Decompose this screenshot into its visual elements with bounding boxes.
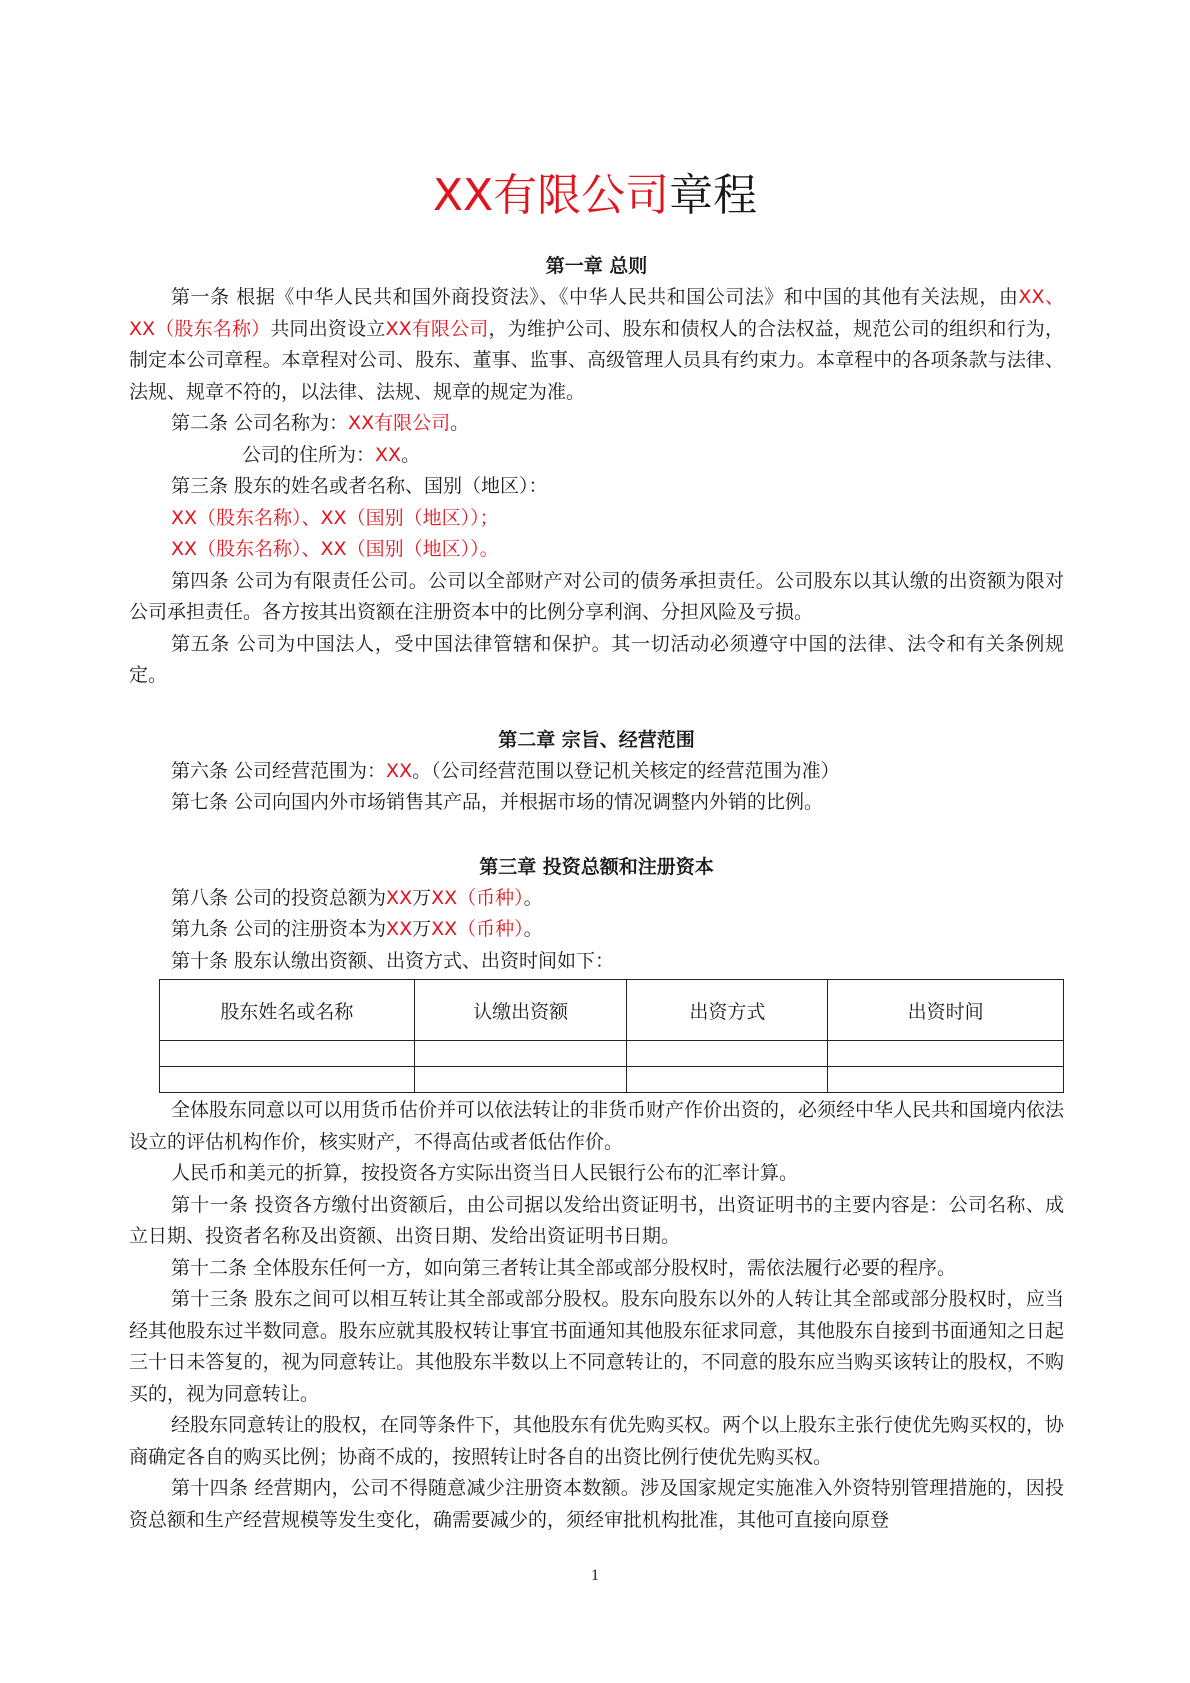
table-cell [828, 1067, 1064, 1093]
article-9-amount: XX [386, 918, 413, 940]
title-company-name: XX有限公司 [432, 170, 670, 221]
article-8-currency: XX（币种） [431, 886, 524, 909]
table-cell [414, 1067, 627, 1093]
document-title [0, 168, 1190, 224]
table-cell [828, 1041, 1064, 1067]
article-1-shareholders: XX、XX（股东名称） [129, 286, 1064, 340]
article-8 [129, 883, 1064, 915]
residence-text-b: 。 [401, 443, 421, 466]
shareholder-contribution-table [159, 979, 1064, 1093]
article-8-amount: XX [386, 886, 413, 909]
residence-text-a: 公司的住所为： [242, 443, 376, 466]
shareholder-line: XX（股东名称）、XX（国别（地区））； [171, 506, 499, 529]
article-14: 第十四条 经营期内，公司不得随意减少注册资本数额。涉及国家规定实施准入外资特别管理措施的，因投资总额和生产经营规模等发生变化，确需要减少的，须经审批机构批准，其他可直接向原登 [129, 1477, 1064, 1531]
shareholder-line: XX（股东名称）、XX（国别（地区））。 [171, 538, 499, 560]
article-8-unit: 万 [412, 886, 432, 909]
spacer [129, 692, 1064, 724]
table-row [160, 1067, 1064, 1093]
table-row [160, 1041, 1064, 1067]
article-11: 第十一条 投资各方缴付出资额后，由公司据以发给出资证明书，出资证明书的主要内容是：公司名称、成立日期、投资者名称及出资额、出资日期、发给出资证明书日期。 [129, 1193, 1064, 1247]
article-2-text-a: 第二条 公司名称为： [171, 412, 349, 434]
article-6 [129, 756, 1064, 788]
column-header: 出资时间 [828, 980, 1064, 1041]
article-6-text-b: 。（公司经营范围以登记机关核定的经营范围为准） [412, 759, 840, 782]
article-8-text-b: 。 [523, 886, 543, 909]
article-1-text-a: 第一条 根据《中华人民共和国外商投资法》、《中华人民共和国公司法》和中国的其他有关法规，由 [171, 286, 1019, 308]
article-2-text-b: 。 [450, 412, 470, 434]
spacer [129, 819, 1064, 851]
chapter-2-heading: 第二章 宗旨、经营范围 [498, 728, 695, 751]
article-3: 第三条 股东的姓名或者名称、国别（地区）： [171, 475, 548, 497]
table-cell [627, 1067, 828, 1093]
column-header: 股东姓名或名称 [160, 980, 415, 1041]
residence-value: XX [375, 443, 402, 466]
article-1-text-b: 共同出资设立 [270, 317, 386, 340]
article-7: 第七条 公司向国内外市场销售其产品，并根据市场的情况调整内外销的比例。 [171, 791, 824, 813]
article-1-company: XX有限公司 [385, 317, 489, 340]
table-cell [160, 1041, 415, 1067]
table-cell [627, 1041, 828, 1067]
article-1-text-c: ，为维护公司、股东和债权人的合法权益，规范公司的组织和行为，制定本公司章程。本章程对公司、股东、董事、监事、高级管理人员具有约束力。本章程中的各项条款与法律、法规、规章不符的，以法律、法规、规章的规定为准。 [129, 317, 1064, 403]
article-6-text-a: 第六条 公司经营范围为： [171, 759, 387, 782]
article-9 [129, 914, 1064, 946]
column-header: 认缴出资额 [414, 980, 627, 1041]
article-12: 第十二条 全体股东任何一方，如向第三者转让其全部或部分股权时，需依法履行必要的程序。 [171, 1256, 957, 1279]
article-10: 第十条 股东认缴出资额、出资方式、出资时间如下： [171, 949, 615, 972]
article-9-currency: XX（币种） [431, 918, 524, 940]
article-6-scope: XX [386, 759, 413, 782]
page-number: 1 [591, 1567, 599, 1584]
table-cell [414, 1041, 627, 1067]
table-cell [160, 1067, 415, 1093]
title-suffix: 章程 [669, 170, 758, 221]
article-13: 第十三条 股东之间可以相互转让其全部或部分股权。股东向股东以外的人转让其全部或部分股权时，应当经其他股东过半数同意。股东应就其股权转让事宜书面通知其他股东征求同意，其他股东自接到书面通知之日起三十日未答复的，视为同意转让。其他股东半数以上不同意转让的，不同意的股东应当购买该转让的股权，不购买的，视为同意转让。 [129, 1288, 1064, 1405]
non-monetary-contribution-paragraph: 全体股东同意以可以用货币估价并可以依法转让的非货币财产作价出资的，必须经中华人民共和国境内依法设立的评估机构作价，核实财产，不得高估或者低估作价。 [129, 1099, 1065, 1153]
article-2-company: XX有限公司 [348, 412, 451, 434]
article-1 [129, 282, 1064, 408]
article-8-text-a: 第八条 公司的投资总额为 [171, 886, 387, 909]
exchange-rate-paragraph: 人民币和美元的折算，按投资各方实际出资当日人民银行公布的汇率计算。 [171, 1162, 799, 1184]
article-9-text-a: 第九条 公司的注册资本为 [171, 918, 387, 940]
article-4: 第四条 公司为有限责任公司。公司以全部财产对公司的债务承担责任。公司股东以其认缴的出资额为限对公司承担责任。各方按其出资额在注册资本中的比例分享利润、分担风险及亏损。 [129, 569, 1064, 623]
article-5: 第五条 公司为中国法人，受中国法律管辖和保护。其一切活动必须遵守中国的法律、法令和有关条例规定。 [129, 632, 1064, 686]
article-2 [129, 408, 1064, 440]
article-9-unit: 万 [412, 918, 432, 940]
table-header-row [160, 980, 1064, 1041]
article-9-text-b: 。 [523, 918, 543, 940]
column-header: 出资方式 [627, 980, 828, 1041]
preemptive-right-paragraph: 经股东同意转让的股权，在同等条件下，其他股东有优先购买权。两个以上股东主张行使优先购买权的，协商确定各自的购买比例；协商不成的，按照转让时各自的出资比例行使优先购买权。 [129, 1414, 1065, 1468]
chapter-1-heading: 第一章 总则 [545, 255, 648, 277]
company-residence [129, 440, 1064, 472]
chapter-3-heading: 第三章 投资总额和注册资本 [479, 855, 714, 878]
document-body [129, 250, 1064, 1536]
